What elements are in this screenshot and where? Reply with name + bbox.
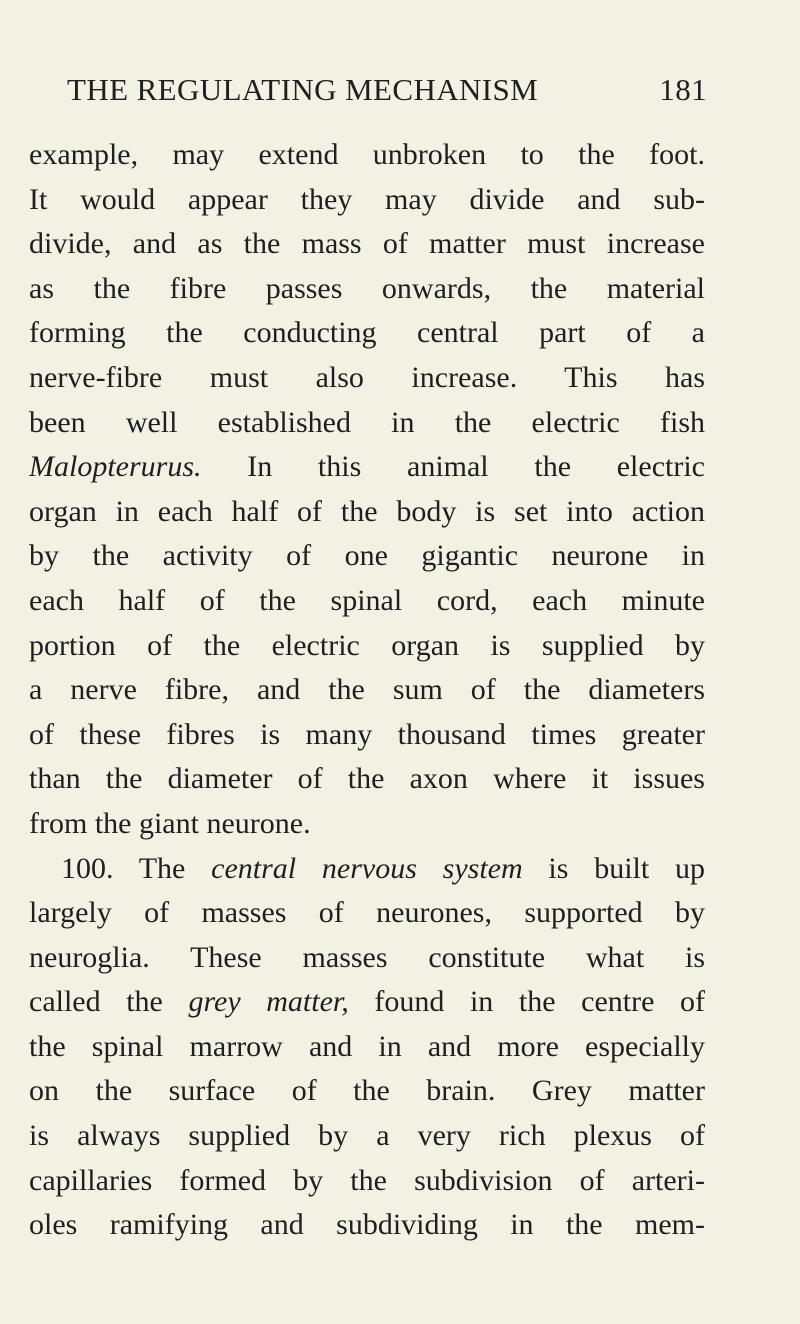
text-line: divide, and as the mass of matter must increase (29, 227, 705, 261)
text-line: the spinal marrow and in and more especially (29, 1029, 705, 1063)
text-line: example, may extend unbroken to the foot. (29, 138, 705, 171)
text-line: organ in each half of the body is set into action (29, 494, 705, 528)
text-line (29, 980, 705, 1025)
text-line: of these fibres is many thousand times greater (29, 717, 705, 751)
text-line: by the activity of one gigantic neurone in (29, 539, 705, 573)
text-line: on the surface of the brain. Grey matter (29, 1074, 705, 1108)
body-text (29, 133, 705, 1248)
text-span: is built up (522, 851, 705, 885)
page-number: 181 (659, 72, 707, 107)
text-line: been well established in the electric fish (29, 405, 705, 439)
text-line: a nerve fibre, and the sum of the diameters (29, 673, 705, 707)
running-head (67, 72, 707, 116)
text-line: is always supplied by a very rich plexus of (29, 1119, 705, 1153)
emphasis-term: central nervous system (211, 851, 523, 885)
text-line: portion of the electric organ is supplied by (29, 628, 705, 662)
text-line: It would appear they may divide and sub- (29, 182, 705, 216)
text-span: called the (29, 985, 189, 1019)
text-line: neuroglia. These masses constitute what is (29, 940, 705, 974)
paragraph-end-line: from the giant neurone. (29, 806, 311, 840)
text-line: nerve-fibre must also increase. This has (29, 360, 705, 394)
text-line: forming the conducting central part of a (29, 316, 705, 350)
text-span: found in the centre of (348, 985, 705, 1019)
text-line: capillaries formed by the subdivision of arteri- (29, 1163, 705, 1197)
running-head-title: THE REGULATING MECHANISM (67, 72, 539, 107)
text-span: In this animal the electric (201, 450, 705, 484)
emphasis-term: grey matter, (188, 985, 349, 1019)
text-line: each half of the spinal cord, each minute (29, 583, 705, 617)
section-number: 100. The (61, 851, 212, 885)
text-line: as the fibre passes onwards, the material (29, 271, 705, 305)
species-name: Malopterurus. (29, 450, 202, 484)
section-start-line (29, 847, 705, 892)
text-line: largely of masses of neurones, supported by (29, 896, 705, 930)
text-line: than the diameter of the axon where it issues (29, 762, 705, 796)
text-line (29, 445, 705, 490)
text-line: oles ramifying and subdividing in the mem- (29, 1208, 705, 1242)
